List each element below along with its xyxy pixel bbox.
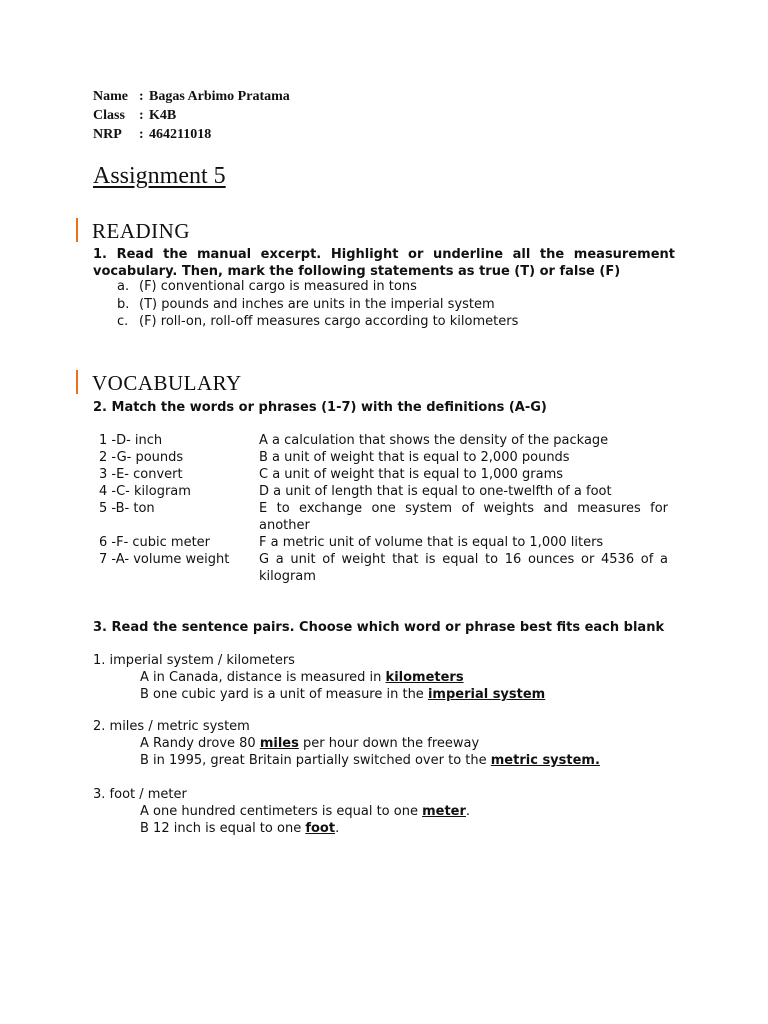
matching-definition: A a calculation that shows the density of the package xyxy=(259,433,609,448)
sentence-a xyxy=(93,669,545,686)
sentence-text: A Randy drove 80 xyxy=(140,736,260,751)
class-label: Class xyxy=(93,108,125,123)
nrp-value: 464211018 xyxy=(149,127,212,142)
assignment-title: Assignment 5 xyxy=(93,163,226,189)
matching-definition: D a unit of length that is equal to one-twelfth of a foot xyxy=(259,484,612,499)
sentence-pair-group xyxy=(93,718,600,769)
sentence-text: B 12 inch is equal to one xyxy=(140,821,306,836)
list-item-text: (F) conventional cargo is measured in tons xyxy=(139,279,417,294)
sentence-text: A one hundred centimeters is equal to one xyxy=(140,804,423,819)
sentence-suffix: per hour down the freeway xyxy=(298,736,480,751)
matching-word: 1 -D- inch xyxy=(99,433,163,448)
pair-header: 2. miles / metric system xyxy=(93,719,250,734)
list-marker: a. xyxy=(117,279,130,294)
sentence-b xyxy=(93,752,600,769)
matching-word: 3 -E- convert xyxy=(99,467,183,482)
matching-word: 5 -B- ton xyxy=(99,501,155,516)
sentence-text: A in Canada, distance is measured in xyxy=(140,670,386,685)
name-value: Bagas Arbimo Pratama xyxy=(149,89,290,104)
nrp-row xyxy=(93,125,290,144)
list-marker: c. xyxy=(117,314,129,329)
vocabulary-heading xyxy=(76,370,242,396)
reading-heading-text: READING xyxy=(92,219,190,243)
nrp-label: NRP xyxy=(93,127,122,142)
class-row xyxy=(93,106,290,125)
sentence-a xyxy=(93,803,470,820)
list-item xyxy=(117,313,518,331)
heading-accent-bar xyxy=(76,218,78,242)
question-3-title: 3. Read the sentence pairs. Choose which word or phrase best fits each blank xyxy=(93,620,665,635)
list-item xyxy=(117,278,518,296)
matching-word: 2 -G- pounds xyxy=(99,450,184,465)
matching-row xyxy=(99,500,668,534)
true-false-list xyxy=(117,278,518,331)
answer-word: foot xyxy=(305,821,336,836)
matching-row xyxy=(99,551,668,585)
answer-word: kilometers xyxy=(385,670,464,685)
matching-word: 4 -C- kilogram xyxy=(99,484,191,499)
list-item-text: (T) pounds and inches are units in the imperial system xyxy=(139,296,495,312)
name-label: Name xyxy=(93,89,128,104)
matching-definition: B a unit of weight that is equal to 2,000 pounds xyxy=(259,450,570,465)
matching-definition: G a unit of weight that is equal to 16 ounces or 4536 of a kilogram xyxy=(259,552,668,584)
vocabulary-heading-text: VOCABULARY xyxy=(92,371,242,395)
name-colon: : xyxy=(139,89,144,104)
sentence-pair-group xyxy=(93,652,545,703)
list-item-text: (F) roll-on, roll-off measures cargo according to kilometers xyxy=(139,314,519,329)
list-marker: b. xyxy=(117,296,130,312)
answer-word: meter xyxy=(422,804,466,819)
matching-table xyxy=(99,432,668,585)
class-value: K4B xyxy=(149,108,177,123)
sentence-a xyxy=(93,735,600,752)
sentence-pair-group xyxy=(93,786,470,837)
reading-heading xyxy=(76,218,190,244)
answer-word: imperial system xyxy=(427,687,546,702)
list-item xyxy=(117,296,518,314)
nrp-colon: : xyxy=(139,127,144,142)
answer-word: metric system. xyxy=(490,753,600,768)
pair-header: 3. foot / meter xyxy=(93,787,187,802)
heading-accent-bar xyxy=(76,370,78,394)
matching-row xyxy=(99,466,668,483)
question-1-title: 1. Read the manual excerpt. Highlight or underline all the measurement vocabulary. Then, mark the following statements as true (T) or false (F) xyxy=(93,247,675,279)
matching-row xyxy=(99,449,668,466)
matching-definition: E to exchange one system of weights and measures for another xyxy=(259,501,668,533)
matching-definition: C a unit of weight that is equal to 1,000 grams xyxy=(259,467,564,482)
sentence-text: B in 1995, great Britain partially switched over to the xyxy=(140,753,491,768)
matching-row xyxy=(99,432,668,449)
sentence-b xyxy=(93,820,470,837)
student-info xyxy=(93,87,290,144)
answer-word: miles xyxy=(259,736,299,751)
question-2-title: 2. Match the words or phrases (1-7) with the definitions (A-G) xyxy=(93,400,547,415)
name-row xyxy=(93,87,290,106)
matching-definition: F a metric unit of volume that is equal to 1,000 liters xyxy=(259,535,604,550)
matching-word: 7 -A- volume weight xyxy=(99,552,230,567)
matching-row xyxy=(99,534,668,551)
matching-word: 6 -F- cubic meter xyxy=(99,535,211,550)
class-colon: : xyxy=(139,108,144,123)
sentence-b xyxy=(93,686,545,703)
matching-row xyxy=(99,483,668,500)
pair-header: 1. imperial system / kilometers xyxy=(93,653,295,668)
sentence-suffix: . xyxy=(465,804,471,819)
sentence-suffix: . xyxy=(335,821,340,836)
sentence-text: B one cubic yard is a unit of measure in the xyxy=(140,687,428,702)
